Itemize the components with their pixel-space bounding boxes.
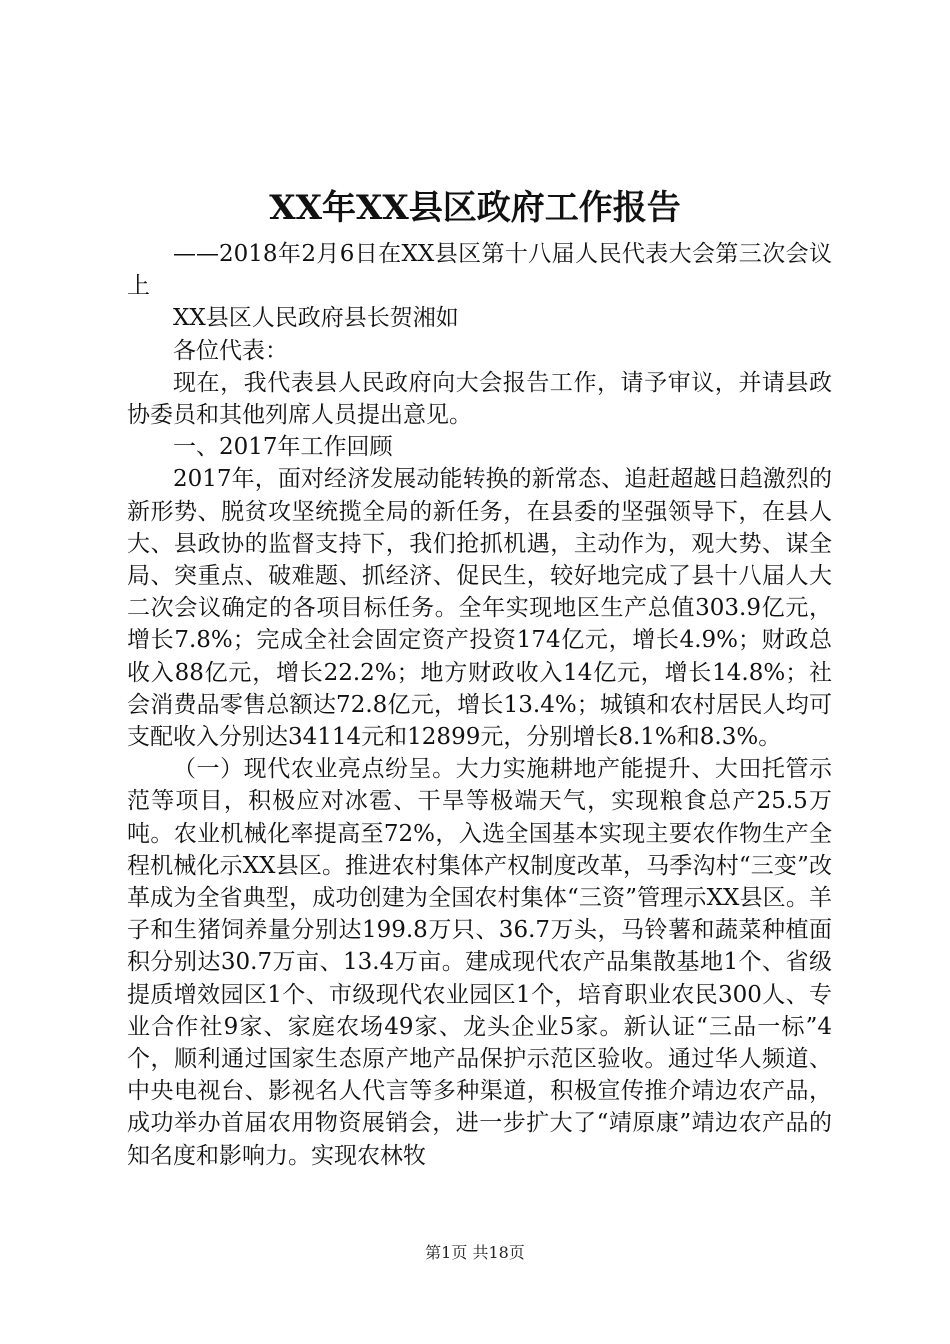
- salutation: 各位代表：: [173, 337, 288, 364]
- document-title: XX年XX县区政府工作报告: [269, 188, 681, 228]
- speaker-line: XX县区人民政府县长贺湘如: [173, 305, 459, 332]
- section-heading: 一、2017年工作回顾: [173, 434, 393, 461]
- subtitle-paragraph: ——2018年2月6日在XX县区第十八届人民代表大会第三次会议上: [127, 241, 832, 300]
- document-body: [127, 238, 832, 1172]
- page-footer: 第1页 共18页: [425, 1243, 525, 1262]
- intro-paragraph: 现在，我代表县人民政府向大会报告工作，请予审议，并请县政协委员和其他列席人员提出意见。: [127, 369, 832, 429]
- review-paragraph: 2017年，面对经济发展动能转换的新常态、追赶超越日趋激烈的新形势、脱贫攻坚统揽全局的新任务，在县委的坚强领导下，在县人大、县政协的监督支持下，我们抢抓机遇，主动作为，观大势、谋全局、突重点、破难题、抓经济、促民生，较好地完成了县十八届人大二次会议确定的各项目标任务。全年实现地区生产总值303.9亿元，增长7.8%；完成全社会固定资产投资174亿元，增长4.9%；财政总收入88亿元，增长22.2%；地方财政收入14亿元，增长14.8%；社会消费品零售总额达72.8亿元，增长13.4%；城镇和农村居民人均可支配收入分别达34114元和12899元，分别增长8.1%和8.3%。: [127, 466, 832, 751]
- agriculture-paragraph: （一）现代农业亮点纷呈。大力实施耕地产能提升、大田托管示范等项目，积极应对冰雹、干旱等极端天气，实现粮食总产25.5万吨。农业机械化率提高至72%，入选全国基本实现主要农作物生产全程机械化示XX县区。推进农村集体产权制度改革，马季沟村“三变”改革成为全省典型，成功创建为全国农村集体“三资”管理示XX县区。羊子和生猪饲养量分别达199.8万只、36.7万头，马铃薯和蔬菜种植面积分别达30.7万亩、13.4万亩。建成现代农产品集散基地1个、省级提质增效园区1个、市级现代农业园区1个，培育职业农民300人、专业合作社9家、家庭农场49家、龙头企业5家。新认证“三品一标”4个，顺利通过国家生态原产地产品保护示范区验收。通过华人频道、中央电视台、影视名人代言等多种渠道，积极宣传推介靖边农产品，成功举办首届农用物资展销会，进一步扩大了“靖原康”靖边农产品的知名度和影响力。实现农林牧: [127, 756, 832, 1169]
